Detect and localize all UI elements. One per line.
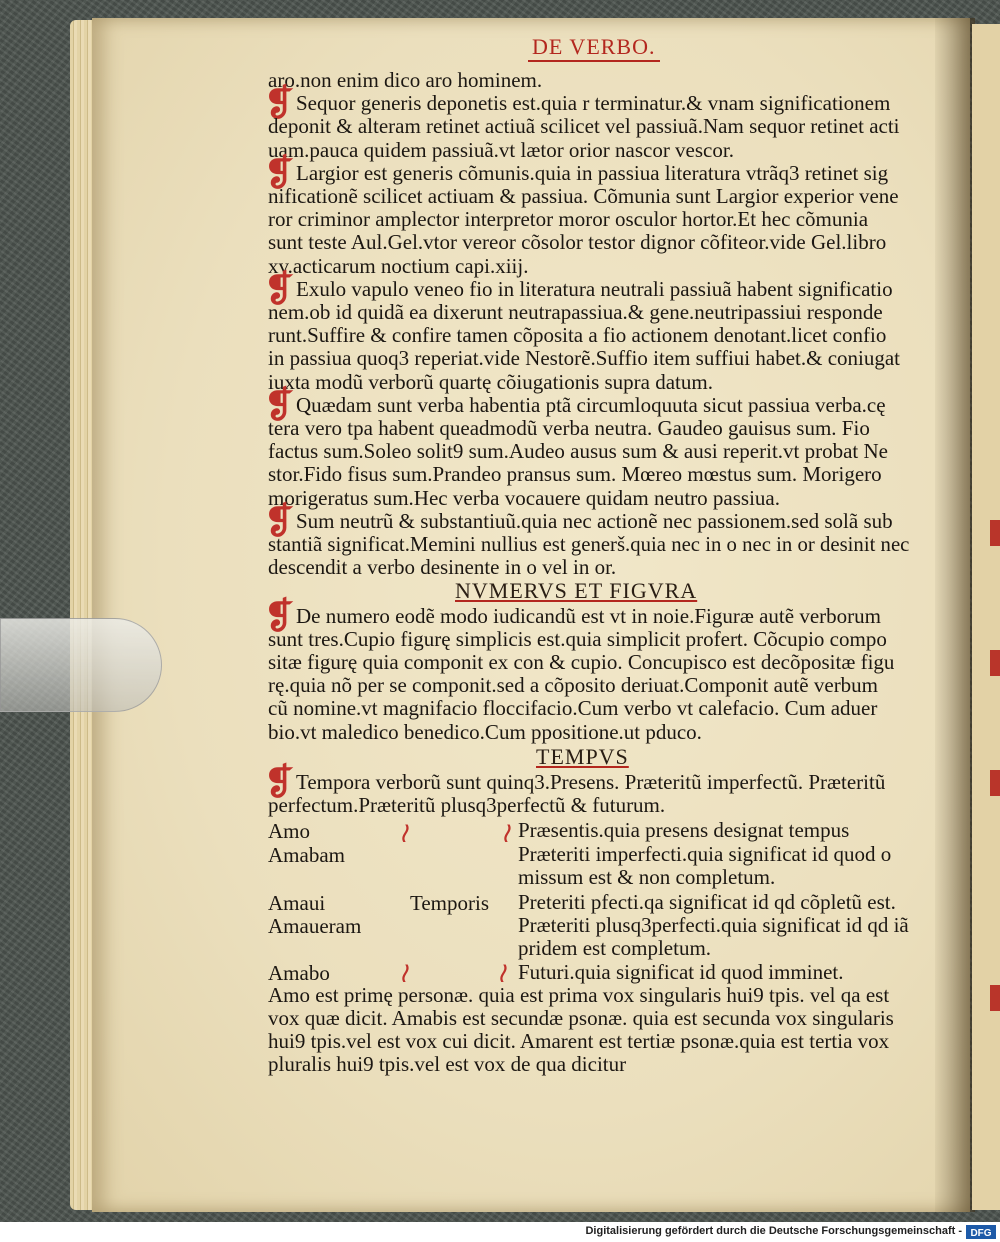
pilcrow-icon: ❡ [264,762,295,802]
pilcrow-icon: ❡ [264,83,295,124]
red-tab [990,985,1000,1011]
text-line: morigeratus sum.Hec verba vocauere quidam neutro passiua. [268,485,780,510]
pilcrow-icon: ❡ [264,152,295,193]
tense-description: Præteriti imperfecti.quia significat id quod o [518,841,892,866]
text-line: deponit & alteram retinet actiuã scilicet vel passiuã.Nam sequor retinet acti [268,114,900,139]
glass-weight-clip [0,618,162,712]
tense-description: pridem est completum. [518,936,712,961]
text-line: hui9 tpis.vel est vox cui dicit. Amarent est tertiæ psonæ.quia est tertia vox [268,1029,890,1054]
text-line: rę.quia nõ per se componit.sed a cõposito deriuat.Componit autẽ verbum [268,673,879,698]
dfg-logo-icon[interactable] [966,1225,996,1239]
footer-credit: Digitalisierung gefördert durch die Deutsche Forschungsgemeinschaft - [585,1225,962,1237]
pilcrow-icon: ❡ [264,595,295,636]
tense-description: Præsentis.quia presens designat tempus [518,818,850,843]
text-line: Exulo vapulo veneo fio in literatura neutrali passiuã habent significatio [296,276,893,301]
text-line: sitæ figurę quia componit ex con & cupio. Concupisco est decõpositæ figu [268,650,895,674]
brace-icon: ≀ [500,818,511,850]
red-tab [990,650,1000,676]
text-line: vox quæ dicit. Amabis est secundæ psonæ. quia est secunda vox singularis [268,1006,894,1030]
section-heading-numerus [455,579,697,603]
section-heading-tempus [536,745,629,769]
dfg-logo-text: DFG [970,1228,992,1239]
running-head: DE VERBO. [528,34,660,62]
text-line: descendit a verbo desinente in o vel in or. [268,555,617,580]
tense-description: Preteriti pfecti.qa significat id qd cõpletũ est. [518,890,896,914]
brace-icon: ≀ [496,957,507,989]
text-line: stantiã significat.Memini nullius est generš.quia nec in o nec in or desinit nec [268,532,910,556]
tense-description: missum est & non completum. [518,864,776,889]
tense-form: Amaueram [268,914,362,939]
pilcrow-icon: ❡ [264,384,295,425]
tense-form: Amo [268,819,310,844]
heading-text: TEMPVS [536,743,629,769]
tense-form: Amabo [268,960,330,985]
text-line: cũ nomine.vt magnifacio floccifacio.Cum verbo vt calefacio. Cum aduer [268,696,878,721]
tense-form: Amaui [268,891,326,915]
facing-page-edge [972,24,1000,1210]
text-line: factus sum.Soleo solit9 sum.Audeo ausus sum & ausi reperit.vt probat Ne [268,439,889,464]
text-line: bio.vt maledico benedico.Cum ppositione.ut pduco. [268,719,702,744]
text-line: runt.Suffire & confire tamen cõposita a fio actionem denotant.licet confio [268,323,887,348]
text-line: sunt teste Aul.Gel.vtor vereor cõsolor testor dignor cõfiteor.vide Gel.libro [268,230,887,255]
text-line: xv.acticarum noctium capi.xiij. [268,253,529,278]
text-line: Largior est generis cõmunis.quia in passiua literatura vtrãq3 retinet sig [296,160,889,185]
text-line: pluralis hui9 tpis.vel est vox de qua dicitur [268,1052,627,1077]
pilcrow-icon: ❡ [264,268,295,309]
text-line: iuxta modũ verborũ quartę cõiugationis supra datum. [268,369,713,394]
text-line: Amo est primę personæ. quia est prima vox singularis hui9 tpis. vel qa est [268,982,890,1007]
text-line: Quædam sunt verba habentia ptã circumloquuta sicut passiua verba.cę [296,392,886,417]
tense-description: Futuri.quia significat id quod imminet. [518,959,844,984]
tense-form: Amabam [268,842,345,867]
text-line: Sequor generis deponetis est.quia r terminatur.& vnam significationem [296,91,891,116]
text-line: sunt tres.Cupio figurę simplicis est.quia simplicit profert. Cõcupio compo [268,626,887,651]
text-line: nificationẽ scilicet actiuam & passiua. Cõmunia sunt Largior experior vene [268,184,899,208]
brace-icon: ≀ [398,957,409,989]
text-line: nem.ob id quidã ea dixerunt neutrapassiua.& gene.neutripassiui responde [268,300,883,324]
text-line: De numero eodẽ modo iudicandũ est vt in noie.Figuræ autẽ verborum [296,603,881,628]
text-line: in passiua quoq3 reperiat.vide Nestorẽ.Suffio item suffiui habet.& coniugat [268,346,900,371]
text-line: ror criminor amplector interpretor moror osculor hortor.Et hec cõmunia [268,207,869,232]
heading-text: NVMERVS ET FIGVRA [455,578,698,604]
text-line: aro.non enim dico aro hominem. [268,68,543,92]
text-line: Sum neutrũ & substantiuũ.quia nec actionẽ nec passionem.sed solã sub [296,508,893,533]
text-line: tera vero tpa habent queadmodũ verba neutra. Gaudeo gauisus sum. Fio [268,416,870,440]
book-gutter [935,18,975,1212]
tense-description: Præteriti plusq3perfecti.quia significat id qd iã [518,913,909,938]
text-line: stor.Fido fisus sum.Prandeo pransus sum. Mœreo mœstus sum. Morigero [268,462,882,487]
red-tab [990,770,1000,796]
pilcrow-icon: ❡ [264,500,295,541]
digitization-footer [0,1222,1000,1242]
text-line: perfectum.Præteritũ plusq3perfectũ & futurum. [268,793,666,818]
text-line: uam.pauca quidem passiuã.vt lætor orior nascor vescor. [268,137,734,162]
text-line: Tempora verborũ sunt quinq3.Presens. Præteritũ imperfectũ. Præteritũ [296,770,886,794]
tense-column-label: Temporis [410,891,490,915]
brace-icon: ≀ [398,818,409,850]
red-tab [990,520,1000,546]
